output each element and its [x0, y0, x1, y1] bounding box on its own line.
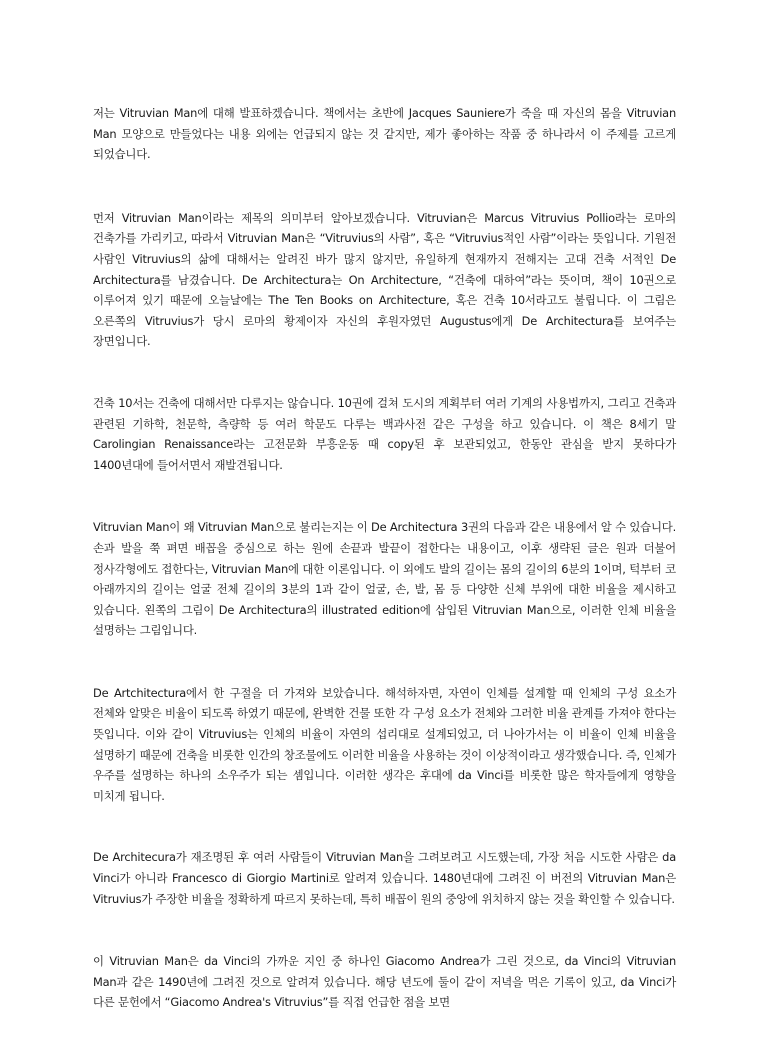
paragraph-first-attempt: De Architecura가 재조명된 후 여러 사람들이 Vitruvian Man을 그려보려고 시도했는데, 가장 처음 시도한 사람은 da Vinci가 아니라 Francesco di Giorgio Martini로 알려져 있습니다. 1480년대에 그려진 이 버전의 Vitruvian Man은 Vitruvius가 주장한 비율을 정확하게 따르지 못하는데, 특히 배꼽이 원의 중앙에 위치하지 않는 것을 확인할 수 있습니다. — [93, 850, 676, 906]
paragraph-title-meaning: 먼저 Vitruvian Man이라는 제목의 의미부터 알아보겠습니다. Vitruvian은 Marcus Vitruvius Pollio라는 로마의 건축가를 가리키고, 따라서 Vitruvian Man은 “Vitruvius의 사람”, 혹은 “Vitruvius적인 사람”이라는 뜻입니다. 기원전 사람인 Vitruvius의 삶에 대해서는 알려진 바가 많지 않지만, 유일하게 현재까지 전해지는 고대 건축 서적인 De Architectura를 남겼습니다. De Architectura는 On Architecture, “건축에 대하여”라는 뜻이며, 책이 10권으로 이루어져 있기 때문에 오늘날에는 The Ten Books on Architecture, 혹은 건축 10서라고도 불립니다. 이 그림은 오른쪽의 Vitruvius가 당시 로마의 황제이자 자신의 후원자였던 Augustus에게 De Architectura를 보여주는 장면입니다. — [93, 210, 676, 349]
document-page — [93, 103, 676, 1055]
paragraph-ten-books: 건축 10서는 건축에 대해서만 다루지는 않습니다. 10권에 걸쳐 도시의 계획부터 여러 기계의 사용법까지, 그리고 건축과 관련된 기하학, 천문학, 측량학 등 여러 학문도 다루는 백과사전 같은 구성을 하고 있습니다. 이 책은 8세기 말 Carolingian Renaissance라는 고전문화 부흥운동 때 copy된 후 보관되었고, 한동안 관심을 받지 못하다가 1400년대에 들어서면서 재발견됩니다. — [93, 395, 676, 472]
paragraph-intro: 저는 Vitruvian Man에 대해 발표하겠습니다. 책에서는 초반에 Jacques Sauniere가 죽을 때 자신의 몸을 Vitruvian Man 모양으로 만들었다는 내용 외에는 언급되지 않는 것 같지만, 제가 좋아하는 작품 중 하나라서 이 주제를 고르게 되었습니다. — [93, 106, 676, 162]
paragraph-giacomo-andrea: 이 Vitruvian Man은 da Vinci의 가까운 지인 중 하나인 Giacomo Andrea가 그린 것으로, da Vinci의 Vitruvian Man과 같은 1490년에 그려진 것으로 알려져 있습니다. 해당 년도에 둘이 같이 저녁을 먹은 기록이 있고, da Vinci가 다른 문헌에서 “Giacomo Andrea's Vitruvius”를 직접 언급한 점을 보면 — [93, 954, 676, 1010]
paragraph-proportions: Vitruvian Man이 왜 Vitruvian Man으로 불리는지는 이 De Architectura 3권의 다음과 같은 내용에서 알 수 있습니다. 손과 발을 쭉 펴면 배꼽을 중심으로 하는 원에 손끝과 발끝이 접한다는 내용이고, 이후 생략된 글은 원과 더불어 정사각형에도 접한다는, Vitruvian Man에 대한 이론입니다. 이 외에도 발의 길이는 몸의 길이의 6분의 1이며, 턱부터 코 아래까지의 길이는 얼굴 전체 길이의 3분의 1과 같이 얼굴, 손, 발, 몸 등 다양한 신체 부위에 대한 비율을 제시하고 있습니다. 왼쪽의 그림이 De Architectura의 illustrated edition에 삽입된 Vitruvian Man으로, 이러한 인체 비율을 설명하는 그림입니다. — [93, 520, 676, 638]
paragraph-nature-design: De Artchitectura에서 한 구절을 더 가져와 보았습니다. 해석하자면, 자연이 인체를 설계할 때 인체의 구성 요소가 전체와 알맞은 비율이 되도록 하였기 때문에, 완벽한 건물 또한 각 구성 요소가 전체와 그러한 비율 관계를 가져야 한다는 뜻입니다. 이와 같이 Vitruvius는 인체의 비율이 자연의 섭리대로 설계되었고, 더 나아가서는 이 비율이 인체 비율을 설명하기 때문에 건축을 비롯한 인간의 창조물에도 이러한 비율을 사용하는 것이 이상적이라고 생각했습니다. 즉, 인체가 우주를 설명하는 하나의 소우주가 되는 셈입니다. 이러한 생각은 후대에 da Vinci를 비롯한 많은 학자들에게 영향을 미치게 됩니다. — [93, 685, 676, 803]
